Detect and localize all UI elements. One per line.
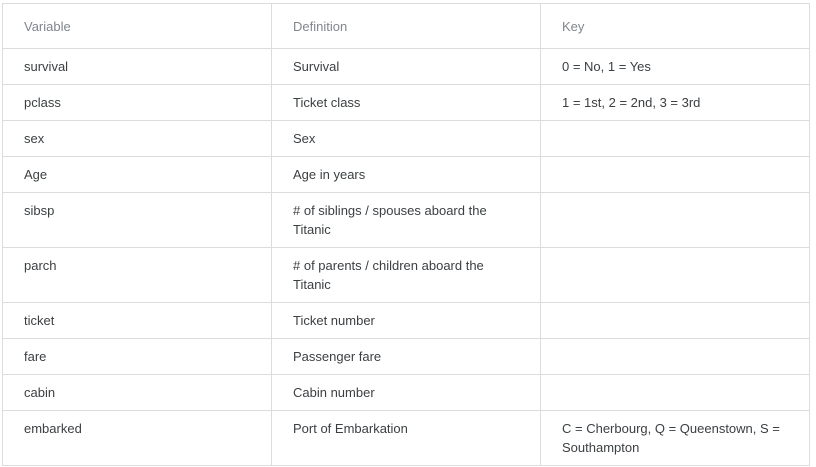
cell-variable: sibsp	[3, 193, 272, 248]
cell-variable: pclass	[3, 85, 272, 121]
cell-variable: survival	[3, 49, 272, 85]
cell-key	[541, 121, 810, 157]
cell-key	[541, 248, 810, 303]
table-row	[3, 339, 810, 375]
table-header-row	[3, 4, 810, 49]
cell-key: 1 = 1st, 2 = 2nd, 3 = 3rd	[541, 85, 810, 121]
table-row	[3, 157, 810, 193]
column-header-definition: Definition	[272, 4, 541, 49]
cell-key	[541, 339, 810, 375]
cell-definition: Ticket number	[272, 303, 541, 339]
cell-definition: Cabin number	[272, 375, 541, 411]
cell-variable: Age	[3, 157, 272, 193]
column-header-variable: Variable	[3, 4, 272, 49]
cell-key	[541, 157, 810, 193]
table-row	[3, 49, 810, 85]
cell-variable: cabin	[3, 375, 272, 411]
table-row	[3, 193, 810, 248]
cell-key	[541, 193, 810, 248]
cell-definition: Sex	[272, 121, 541, 157]
cell-key: C = Cherbourg, Q = Queenstown, S = Southampton	[541, 411, 810, 466]
cell-variable: fare	[3, 339, 272, 375]
table-row	[3, 375, 810, 411]
cell-key: 0 = No, 1 = Yes	[541, 49, 810, 85]
cell-key	[541, 303, 810, 339]
table-row	[3, 121, 810, 157]
column-header-key: Key	[541, 4, 810, 49]
table-row	[3, 411, 810, 466]
cell-definition: # of siblings / spouses aboard the Titanic	[272, 193, 541, 248]
cell-variable: sex	[3, 121, 272, 157]
cell-variable: ticket	[3, 303, 272, 339]
cell-definition: Port of Embarkation	[272, 411, 541, 466]
data-dictionary-table	[2, 3, 810, 466]
table-row	[3, 85, 810, 121]
cell-definition: Passenger fare	[272, 339, 541, 375]
cell-variable: embarked	[3, 411, 272, 466]
cell-definition: Ticket class	[272, 85, 541, 121]
table-row	[3, 248, 810, 303]
cell-definition: Age in years	[272, 157, 541, 193]
table-row	[3, 303, 810, 339]
cell-definition: # of parents / children aboard the Titanic	[272, 248, 541, 303]
cell-variable: parch	[3, 248, 272, 303]
cell-definition: Survival	[272, 49, 541, 85]
cell-key	[541, 375, 810, 411]
data-dictionary-table-container	[2, 3, 810, 466]
